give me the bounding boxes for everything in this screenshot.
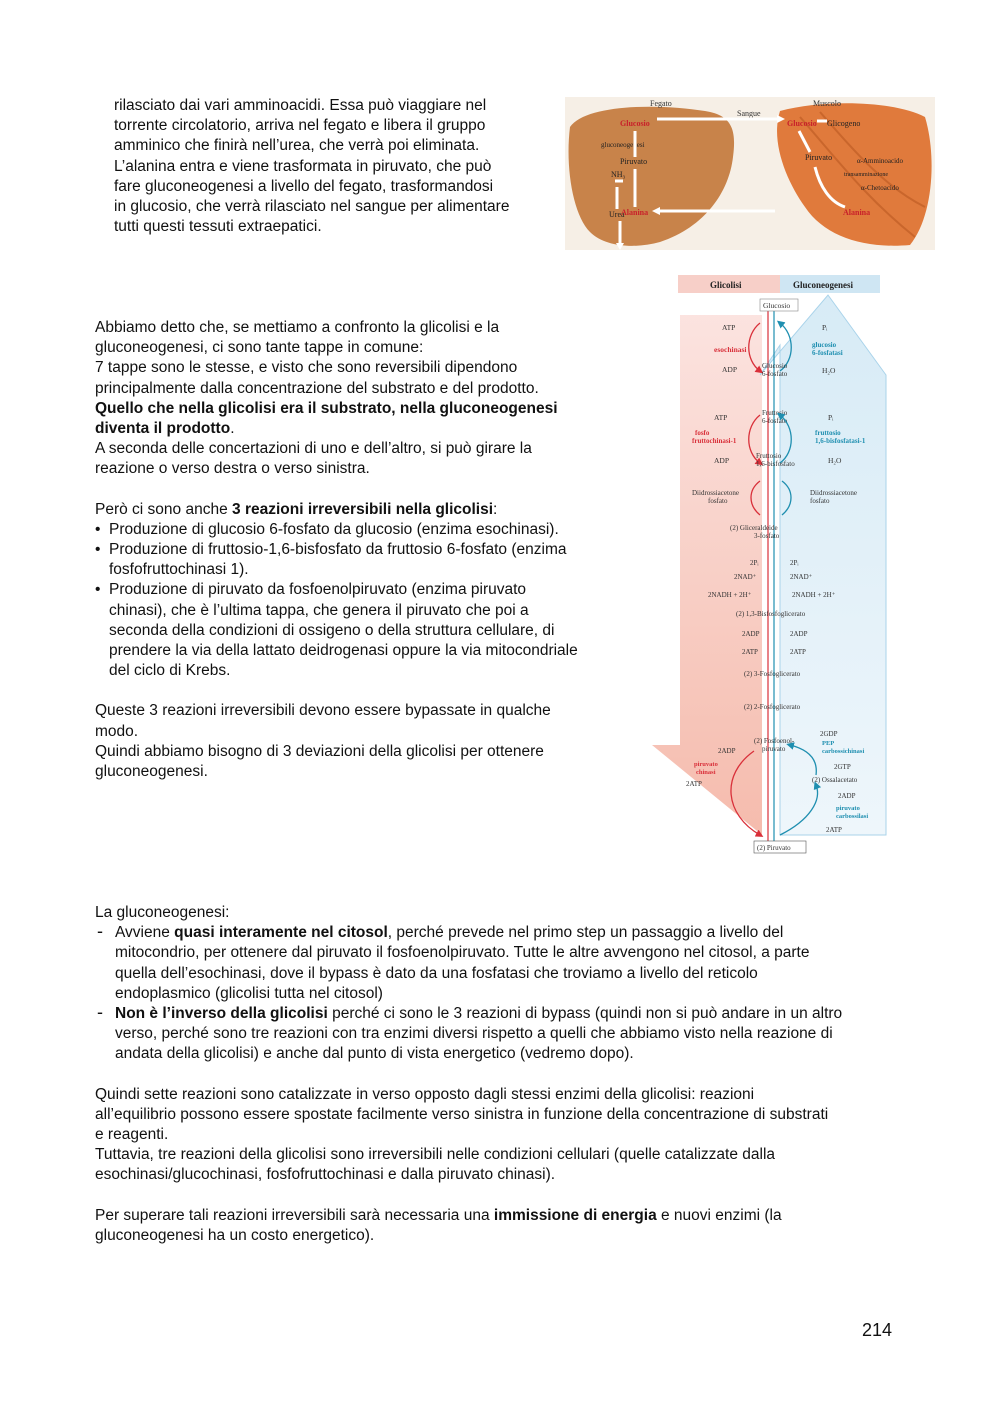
- alanina-muscle: Alanina: [843, 208, 871, 217]
- text-line: seconda della condizioni di ossigeno o della struttura cellulare, di: [109, 621, 555, 639]
- fegato-label: Fegato: [650, 99, 672, 108]
- pi-2: Pᵢ: [828, 413, 834, 422]
- enzyme-line: fruttochinasi-1: [692, 437, 737, 445]
- text-line: gluconeogenesi.: [95, 763, 208, 781]
- irreversible-heading: [95, 500, 635, 520]
- header-glicolisi: Glicolisi: [710, 280, 742, 290]
- metabolite-line: (2) Fosfoenol-: [754, 737, 795, 745]
- text-line: torrente circolatorio, arriva nel fegato e libera il gruppo: [114, 117, 486, 135]
- 2nad-left: 2NAD⁺: [734, 573, 757, 581]
- atp-1: ATP: [722, 323, 736, 332]
- text-line: A seconda delle concertazioni di uno e dell’altro, si può girare la: [95, 440, 532, 458]
- 2atp-left-2: 2ATP: [686, 780, 702, 788]
- adp-1: ADP: [722, 365, 738, 374]
- text-line: gluconeogenesi ha un costo energetico).: [95, 1226, 375, 1244]
- text-line: • Produzione di glucosio 6-fosfato da glucosio (enzima esochinasi).: [109, 520, 559, 538]
- piruvato-liver: Piruvato: [620, 157, 648, 166]
- glucose-alanine-cycle-figure: [565, 97, 935, 250]
- punct: .: [230, 420, 235, 438]
- enzyme-line: fosfo: [695, 429, 710, 437]
- text-line: rilasciato dai vari amminoacidi. Essa può viaggiare nel: [114, 97, 487, 114]
- text-line: andata della glicolisi) e anche dal punto di vista energetico (vedremo dopo).: [115, 1045, 634, 1063]
- muscolo-label: Muscolo: [813, 99, 841, 108]
- 2gtp: 2GTP: [834, 763, 851, 771]
- text-span: perché ci sono le 3 reazioni di bypass (quindi non si può andare in un altro: [327, 1005, 843, 1023]
- transamminazione-label: transamminazione: [844, 172, 888, 178]
- text-span: :: [493, 500, 498, 518]
- metabolite-line: Glucosio: [762, 362, 788, 370]
- metabolite-line: Diidrossiacetone: [692, 489, 740, 497]
- bold-text: diventa il prodotto: [95, 420, 231, 438]
- text-line: verso, perché sono tre reazioni con tra enzimi diversi rispetto a quelli che abbiamo visto nella reazione di: [115, 1025, 833, 1043]
- text-span: e nuovi enzimi (la: [656, 1206, 782, 1224]
- metabolite-line: piruvato: [762, 745, 786, 753]
- enzyme-line: 6-fosfatasi: [812, 349, 843, 357]
- chetoacido-label: α-Chetoacido: [861, 184, 899, 192]
- h2o-1: H₂O: [822, 366, 836, 375]
- text-line: esochinasi/glucochinasi, fosfofruttochinasi e dalla piruvato chinasi).: [95, 1166, 556, 1184]
- text-line: Quindi sette reazioni sono catalizzate in verso opposto dagli stessi enzimi della glicolisi: reazioni: [95, 1085, 755, 1103]
- text-line: mitocondrio, per ottenere dal piruvato il fosfoenolpiruvato. Tutte le altre avvengono nel citosol, a parte: [115, 944, 810, 962]
- metabolite-line: 6-fosfato: [762, 370, 788, 378]
- metabolite-line: fosfato: [708, 497, 728, 505]
- h2o-2: H₂O: [828, 456, 842, 465]
- text-line: reazione o verso destra o verso sinistra.: [95, 460, 370, 478]
- 2gdp: 2GDP: [820, 730, 838, 738]
- comparison-section: [95, 318, 635, 782]
- metabolite-line: Fruttosio: [756, 452, 782, 460]
- metabolite-line: (2) Gliceraldeide: [730, 524, 778, 532]
- text-line: [115, 923, 915, 943]
- enzyme-line: carbossichinasi: [822, 748, 865, 755]
- text-line: [95, 399, 635, 419]
- 2adp-left: 2ADP: [742, 630, 760, 638]
- sangue-label: Sangue: [737, 109, 761, 118]
- 2-fosfoglicerato: (2) 2-Fosfoglicerato: [744, 703, 801, 711]
- glucosio-liver: Glucosio: [620, 119, 650, 128]
- bold-text: Non è l’inverso della glicolisi: [115, 1005, 328, 1023]
- glicogeno-label: Glicogeno: [827, 119, 861, 128]
- glucosio-muscle: Glucosio: [787, 119, 817, 128]
- enzyme-line: piruvato: [836, 805, 860, 812]
- metabolite-line: 3-fosfato: [754, 532, 780, 540]
- 2adp-left-2: 2ADP: [718, 747, 736, 755]
- 2atp-right-2: 2ATP: [826, 826, 842, 834]
- nh3-label: NH₃: [611, 170, 626, 179]
- text-line: e reagenti.: [95, 1126, 169, 1144]
- alanina-liver: Alanina: [621, 208, 649, 217]
- text-line: gluconeogenesi, ci sono tante tappe in comune:: [95, 339, 424, 357]
- enzyme-line: PEP: [822, 740, 835, 747]
- text-line: Queste 3 reazioni irreversibili devono essere bypassate in qualche: [95, 702, 551, 720]
- enzyme-line: fruttosio: [815, 429, 841, 437]
- text-line: del ciclo di Krebs.: [109, 662, 231, 680]
- pk-enzyme: [694, 761, 718, 776]
- text-line: La gluconeogenesi:: [95, 904, 230, 921]
- glucosio-box: Glucosio: [763, 301, 791, 310]
- enzyme-line: piruvato: [694, 761, 718, 768]
- 2atp-left: 2ATP: [742, 648, 758, 656]
- fruttosio-6-fosfato: [762, 409, 788, 425]
- piruvato-box: (2) Piruvato: [757, 844, 791, 852]
- enzyme-line: 1,6-bisfosfatasi-1: [815, 437, 866, 445]
- bold-text: Quello che nella glicolisi era il substrato, nella gluconeogenesi: [95, 399, 558, 417]
- glycolysis-gluconeogenesis-figure: [650, 275, 890, 860]
- header-gluconeogenesi: Gluconeogenesi: [793, 280, 853, 290]
- list-item: [95, 540, 635, 580]
- text-line: L’alanina entra e viene trasformata in piruvato, che può: [114, 157, 492, 175]
- 2pi-right: 2Pᵢ: [790, 559, 799, 567]
- urea-label: Urea: [609, 210, 625, 219]
- text-line: Quindi abbiamo bisogno di 3 deviazioni della glicolisi per ottenere: [95, 742, 544, 760]
- 2pi-left: 2Pᵢ: [750, 559, 759, 567]
- text-line: chinasi), che è l’ultima tappa, che genera il piruvato che poi a: [109, 601, 529, 619]
- pi-1: Pᵢ: [822, 323, 828, 332]
- text-span: Per superare tali reazioni irreversibili sarà necessaria una: [95, 1206, 494, 1224]
- text-line: tutti questi tessuti extraepatici.: [114, 218, 322, 236]
- text-line: fare gluconeogenesi a livello del fegato, trasformandosi: [114, 177, 494, 195]
- text-line: all’equilibrio possono essere spostate facilmente verso sinistra in funzione della concentrazione di substrati: [95, 1105, 829, 1123]
- amminoacido-label: α-Amminoacido: [857, 157, 904, 165]
- list-item: [95, 923, 915, 1004]
- top-paragraph: [114, 96, 554, 237]
- text-line: endoplasmico (glicolisi tutta nel citosol): [115, 984, 383, 1002]
- 2adp-right: 2ADP: [790, 630, 808, 638]
- bold-text: quasi interamente nel citosol: [174, 924, 388, 942]
- text-span: Avviene: [115, 924, 175, 942]
- metabolite-line: 6-fosfato: [762, 417, 788, 425]
- metabolite-line: fosfato: [810, 497, 830, 505]
- text-line: quella dell’esochinasi, dove il bypass è dato da una fosfatasi che troviamo a livello del reticolo: [115, 964, 758, 982]
- irreversible-list: [95, 520, 635, 682]
- text-line: in glucosio, che verrà rilasciato nel sangue per alimentare: [114, 198, 510, 216]
- text-line: • Produzione di fruttosio-1,6-bisfosfato da fruttosio 6-fosfato (enzima: [109, 541, 567, 559]
- enzyme-line: carbossilasi: [836, 813, 869, 820]
- text-line: Abbiamo detto che, se mettiamo a confronto la glicolisi e la: [95, 319, 500, 336]
- bold-text: 3 reazioni irreversibili nella glicolisi: [232, 500, 494, 518]
- 2nadh-right: 2NADH + 2H⁺: [792, 591, 836, 599]
- text-span: , perché prevede nel primo step un passaggio a livello del: [387, 924, 784, 942]
- list-item: [95, 1004, 915, 1065]
- text-line: amminico che finirà nell’urea, che verrà poi eliminata.: [114, 137, 480, 155]
- text-line: 7 tappe sono le stesse, e visto che sono reversibili dipendono: [95, 359, 518, 377]
- ossalacetato: (2) Ossalacetato: [812, 776, 858, 784]
- piruvato-muscle: Piruvato: [805, 153, 833, 162]
- metabolite-line: Fruttosio: [762, 409, 788, 417]
- adp-2: ADP: [714, 456, 730, 465]
- dash-list: [95, 923, 915, 1064]
- list-item: [95, 520, 635, 540]
- metabolite-line: 1,6-bisfosfato: [756, 460, 795, 468]
- metabolite-line: Diidrossiacetone: [810, 489, 858, 497]
- enzyme-line: glucosio: [812, 341, 837, 349]
- page-number: 214: [862, 1320, 893, 1340]
- enzyme-line: chinasi: [696, 769, 716, 776]
- 2nad-right: 2NAD⁺: [790, 573, 813, 581]
- text-line: fosfofruttochinasi 1).: [109, 561, 249, 579]
- 3-fosfoglicerato: (2) 3-Fosfoglicerato: [744, 670, 801, 678]
- 2adp-right-2: 2ADP: [838, 792, 856, 800]
- atp-2: ATP: [714, 413, 728, 422]
- text-line: principalmente dalla concentrazione del substrato e del prodotto.: [95, 379, 539, 397]
- esochinasi-enzyme: esochinasi: [714, 345, 747, 354]
- glucosio-6-fosfato: [762, 362, 788, 378]
- bisfosfoglicerato: (2) 1,3-Bisfosfoglicerato: [736, 610, 806, 618]
- text-span: Però ci sono anche: [95, 500, 233, 518]
- text-line: [115, 1004, 915, 1024]
- text-line: • Produzione di piruvato da fosfoenolpiruvato (enzima piruvato: [109, 581, 527, 599]
- 2atp-right: 2ATP: [790, 648, 806, 656]
- list-item: [95, 580, 635, 681]
- gluconeogenesi-label: gluconeogenesi: [601, 141, 645, 149]
- text-line: [95, 1206, 915, 1226]
- 2nadh-left: 2NADH + 2H⁺: [708, 591, 752, 599]
- text-line: modo.: [95, 722, 139, 740]
- bold-text: immissione di energia: [493, 1206, 657, 1224]
- text-line: prendere la via della lattato deidrogenasi oppure la via mitocondriale: [109, 642, 578, 660]
- gluconeogenesis-section: [95, 903, 915, 1246]
- text-line: [95, 419, 635, 439]
- text-line: Tuttavia, tre reazioni della glicolisi sono irreversibili nelle condizioni cellulari (quelle catalizzate dalla: [95, 1146, 776, 1164]
